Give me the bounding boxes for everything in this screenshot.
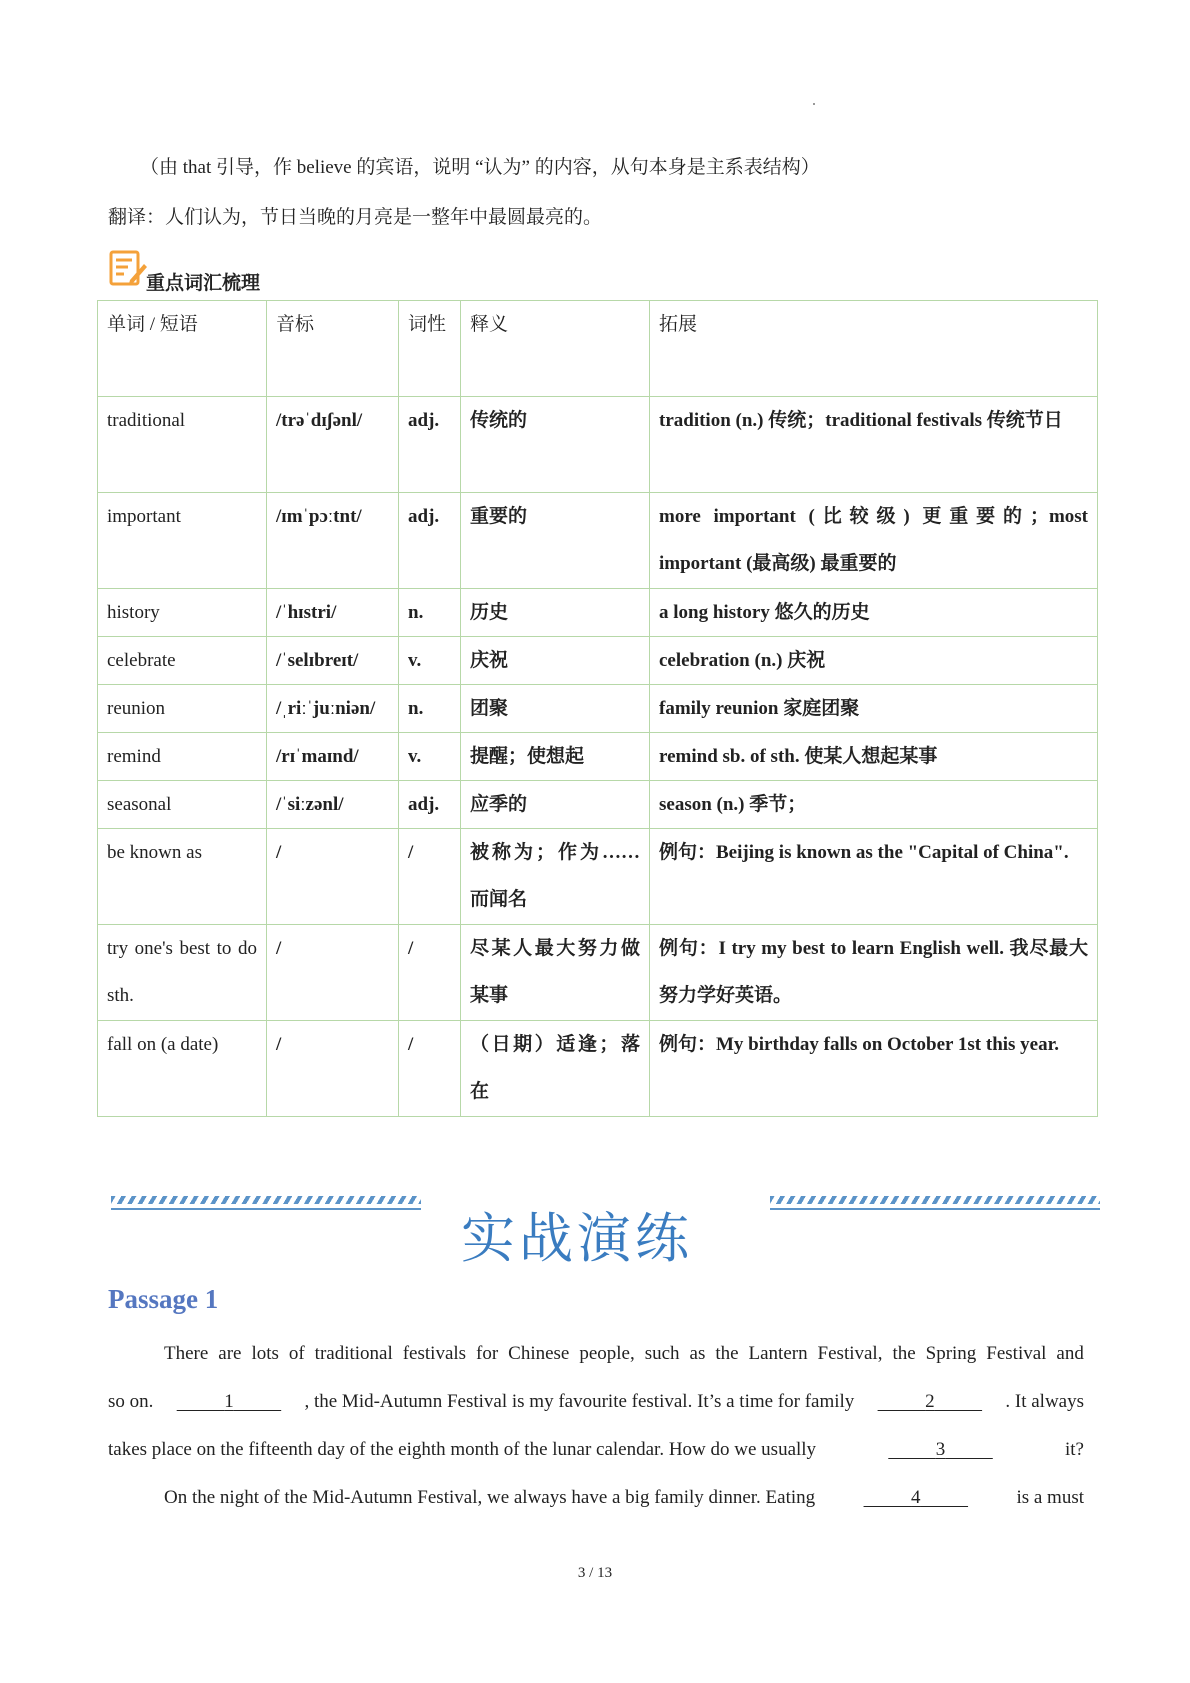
- cell-pos: n.: [408, 602, 424, 623]
- cell-extension: season (n.) 季节；: [659, 794, 807, 815]
- blank-number: 4: [911, 1487, 921, 1508]
- cell-meaning: 庆祝: [470, 650, 509, 671]
- intro-line-2: 翻译：人们认为，节日当晚的月亮是一整年中最圆最亮的。: [108, 207, 603, 228]
- cell-pos: n.: [408, 698, 424, 719]
- cell-extension: family reunion 家庭团聚: [659, 698, 860, 719]
- header-word: 单词 / 短语: [107, 314, 198, 335]
- cell-extension: 例句：My birthday falls on October 1st this year.: [659, 1034, 1060, 1055]
- table-row: [98, 733, 1098, 781]
- cell-phonetic: /ˈsiːzənl/: [276, 794, 344, 815]
- blank-4[interactable]: [864, 1487, 969, 1509]
- passage-line-2: [108, 1391, 1084, 1413]
- text-segment: . It always: [1005, 1391, 1084, 1412]
- word: people,: [579, 1343, 635, 1364]
- word: Spring: [925, 1343, 977, 1364]
- word: for: [476, 1343, 499, 1364]
- table-row: [98, 925, 1098, 1021]
- cell-pos: v.: [408, 746, 422, 767]
- speck: [813, 103, 815, 105]
- word: lots: [251, 1343, 279, 1364]
- practice-title: 实战演练: [461, 1207, 693, 1270]
- word: Festival: [986, 1343, 1047, 1364]
- cell-phonetic: /: [276, 1034, 282, 1055]
- passage-line-1: [164, 1343, 1084, 1365]
- blank-2[interactable]: [878, 1391, 983, 1413]
- cell-meaning: 提醒；使想起: [470, 746, 585, 767]
- cell-phonetic: /: [276, 842, 282, 863]
- blank-number: 2: [925, 1391, 935, 1412]
- table-row: [98, 1021, 1098, 1117]
- title-decoration-left: [111, 1196, 421, 1204]
- table-row: [98, 637, 1098, 685]
- text-segment: takes place on the fifteenth day of the eighth month of the lunar calendar. How do we usually: [108, 1439, 817, 1460]
- cell-phonetic: /trəˈdɪʃənl/: [276, 410, 363, 431]
- table-row: [98, 589, 1098, 637]
- cell-meaning: 尽某人最大努力做某事: [470, 938, 640, 1006]
- blank-1[interactable]: [177, 1391, 282, 1413]
- cell-phonetic: /ˈhɪstri/: [276, 602, 337, 623]
- cell-phonetic: /ˈselɪbreɪt/: [276, 650, 359, 671]
- word: Chinese: [508, 1343, 570, 1364]
- word: of: [288, 1343, 305, 1364]
- header-meaning: 释义: [470, 314, 509, 335]
- word: Festival,: [817, 1343, 883, 1364]
- word: festivals: [402, 1343, 467, 1364]
- word: as: [689, 1343, 706, 1364]
- cell-pos: adj.: [408, 506, 440, 527]
- blank-3[interactable]: [888, 1439, 993, 1461]
- header-phonetic: 音标: [276, 314, 315, 335]
- cell-pos: adj.: [408, 794, 440, 815]
- cell-meaning: 重要的: [470, 506, 528, 527]
- table-row: [98, 397, 1098, 493]
- header-extension: 拓展: [659, 314, 698, 335]
- cell-pos: v.: [408, 650, 422, 671]
- table-row: [98, 685, 1098, 733]
- cell-word: history: [107, 602, 160, 623]
- word: Lantern: [748, 1343, 808, 1364]
- cell-extension: remind sb. of sth. 使某人想起某事: [659, 746, 938, 767]
- text-segment: , the Mid-Autumn Festival is my favourite festival. It’s a time for family: [304, 1391, 855, 1412]
- header-pos: 词性: [408, 314, 447, 335]
- table-row: [98, 829, 1098, 925]
- text-segment: so on.: [108, 1391, 154, 1412]
- blank-number: 3: [935, 1439, 946, 1460]
- cell-word: remind: [107, 746, 161, 767]
- cell-pos: /: [408, 938, 414, 959]
- cell-word: traditional: [107, 410, 186, 431]
- cell-extension: celebration (n.) 庆祝: [659, 650, 826, 671]
- cell-word: seasonal: [107, 794, 172, 815]
- cell-word: be known as: [107, 842, 202, 863]
- vocab-section-title: 重点词汇梳理: [146, 273, 261, 294]
- text-segment: is a must: [1016, 1487, 1084, 1508]
- cell-pos: adj.: [408, 410, 440, 431]
- cell-pos: /: [408, 1034, 414, 1055]
- cell-phonetic: /: [276, 938, 282, 959]
- cell-phonetic: /ɪmˈpɔːtnt/: [276, 506, 362, 527]
- cell-word: reunion: [107, 698, 166, 719]
- cell-word: try one's best to do sth.: [107, 938, 257, 1006]
- text-segment: it?: [1065, 1439, 1084, 1460]
- cell-meaning: 应季的: [470, 794, 528, 815]
- cell-phonetic: /ˌriːˈjuːniən/: [276, 698, 376, 719]
- word: the: [892, 1343, 916, 1364]
- title-rule-right: [770, 1208, 1100, 1210]
- cell-phonetic: /rɪˈmaɪnd/: [276, 746, 359, 767]
- cell-extension: tradition (n.) 传统；traditional festivals 传统节日: [659, 410, 1063, 431]
- table-header-row: [98, 301, 1098, 397]
- word: There: [164, 1343, 209, 1364]
- title-decoration-right: [770, 1196, 1100, 1204]
- notes-icon: [108, 248, 148, 288]
- passage-title: Passage 1: [108, 1284, 219, 1314]
- word: traditional: [314, 1343, 393, 1364]
- passage-line-4: [164, 1487, 1084, 1509]
- cell-word: celebrate: [107, 650, 176, 671]
- cell-meaning: （日期）适逢；落在: [470, 1034, 640, 1102]
- cell-extension: 例句：Beijing is known as the "Capital of China".: [659, 842, 1069, 863]
- table-row: [98, 781, 1098, 829]
- cell-meaning: 被称为；作为……而闻名: [470, 842, 640, 910]
- table-row: [98, 493, 1098, 589]
- page-number: 3 / 13: [577, 1565, 613, 1581]
- word: are: [218, 1343, 242, 1364]
- cell-meaning: 传统的: [470, 410, 528, 431]
- passage-line-3: [108, 1439, 1084, 1461]
- cell-meaning: 团聚: [470, 698, 509, 719]
- blank-number: 1: [224, 1391, 234, 1412]
- title-rule-left: [111, 1208, 421, 1210]
- cell-word: important: [107, 506, 181, 527]
- cell-meaning: 历史: [470, 602, 509, 623]
- word: such: [644, 1343, 680, 1364]
- cell-extension: a long history 悠久的历史: [659, 602, 870, 623]
- cell-pos: /: [408, 842, 414, 863]
- cell-word: fall on (a date): [107, 1034, 219, 1055]
- word: the: [715, 1343, 739, 1364]
- cell-extension: 例句：I try my best to learn English well. 我尽最大努力学好英语。: [659, 938, 1088, 1006]
- cell-extension: more important (比较级) 更重要的；most important (最高级) 最重要的: [659, 506, 1088, 574]
- vocab-table: [97, 300, 1098, 1117]
- intro-line-1: （由 that 引导，作 believe 的宾语，说明 “认为” 的内容，从句本身是主系表结构）: [140, 157, 820, 178]
- word: and: [1056, 1343, 1084, 1364]
- text-segment: On the night of the Mid-Autumn Festival, we always have a big family dinner. Eating: [164, 1487, 816, 1508]
